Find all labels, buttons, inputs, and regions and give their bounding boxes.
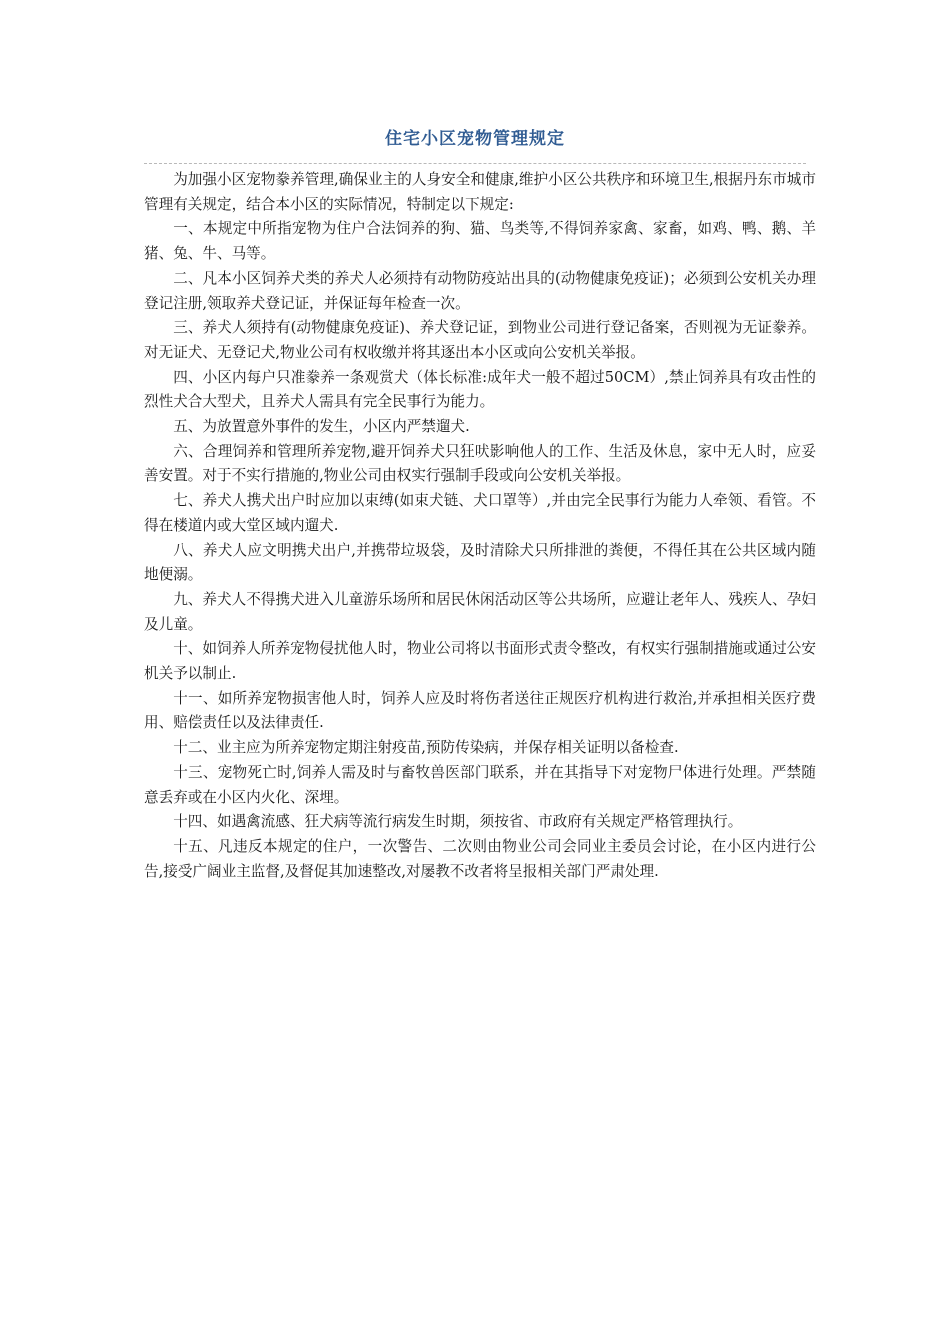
paragraph-rule-7: 七、养犬人携犬出户时应加以束缚(如束犬链、犬口罩等）,并由完全民事行为能力人牵领、看管。不得在楼道内或大堂区域内遛犬. (144, 492, 816, 534)
title-divider (144, 163, 806, 164)
paragraph-rule-1: 一、本规定中所指宠物为住户合法饲养的狗、猫、鸟类等,不得饲养家禽、家畜，如鸡、鸭、鹅、羊猪、兔、牛、马等。 (144, 220, 816, 263)
document-body (144, 168, 816, 884)
paragraph-rule-10: 十、如饲养人所养宠物侵扰他人时，物业公司将以书面形式责令整改，有权实行强制措施或通过公安机关予以制止. (144, 640, 816, 683)
paragraph-intro: 为加强小区宠物豢养管理,确保业主的人身安全和健康,维护小区公共秩序和环境卫生,根据丹东市城市管理有关规定，结合本小区的实际情况，特制定以下规定: (144, 171, 816, 213)
paragraph-rule-9: 九、养犬人不得携犬进入儿童游乐场所和居民休闲活动区等公共场所，应避让老年人、残疾人、孕妇及儿童。 (144, 590, 816, 633)
paragraph-rule-3: 三、养犬人须持有(动物健康免疫证)、养犬登记证，到物业公司进行登记备案，否则视为无证豢养。对无证犬、无登记犬,物业公司有权收缴并将其逐出本小区或向公安机关举报。 (144, 319, 816, 361)
paragraph-rule-12: 十二、业主应为所养宠物定期注射疫苗,预防传染病，并保存相关证明以备检查. (173, 739, 679, 757)
paragraph-rule-11: 十一、如所养宠物损害他人时，饲养人应及时将伤者送往正规医疗机构进行救治,并承担相关医疗费用、赔偿责任以及法律责任. (144, 689, 816, 732)
paragraph-rule-6: 六、合理饲养和管理所养宠物,避开饲养犬只狂吠影响他人的工作、生活及休息，家中无人时，应妥善安置。对于不实行措施的,物业公司由权实行强制手段或向公安机关举报。 (144, 442, 816, 485)
paragraph-rule-13: 十三、宠物死亡时,饲养人需及时与畜牧兽医部门联系，并在其指导下对宠物尸体进行处理。严禁随意丢弃或在小区内火化、深埋。 (144, 763, 816, 806)
paragraph-rule-4: 四、小区内每户只准豢养一条观赏犬（体长标准:成年犬一般不超过50CM）,禁止饲养具有攻击性的烈性犬合大型犬，且养犬人需具有完全民事行为能力。 (144, 368, 816, 411)
paragraph-rule-5: 五、为放置意外事件的发生，小区内严禁遛犬. (173, 418, 470, 436)
paragraph-rule-8: 八、养犬人应文明携犬出户,并携带垃圾袋，及时清除犬只所排泄的粪便，不得任其在公共区域内随地便溺。 (144, 541, 816, 584)
paragraph-rule-14: 十四、如遇禽流感、狂犬病等流行病发生时期，须按省、市政府有关规定严格管理执行。 (173, 813, 743, 831)
document-title: 住宅小区宠物管理规定 (385, 129, 565, 149)
paragraph-rule-2: 二、凡本小区饲养犬类的养犬人必须持有动物防疫站出具的(动物健康免疫证)；必须到公安机关办理登记注册,领取养犬登记证，并保证每年检查一次。 (144, 269, 816, 312)
paragraph-rule-15: 十五、凡违反本规定的住户，一次警告、二次则由物业公司会同业主委员会讨论，在小区内进行公告,接受广阔业主监督,及督促其加速整改,对屡教不改者将呈报相关部门严肃处理. (144, 837, 816, 880)
